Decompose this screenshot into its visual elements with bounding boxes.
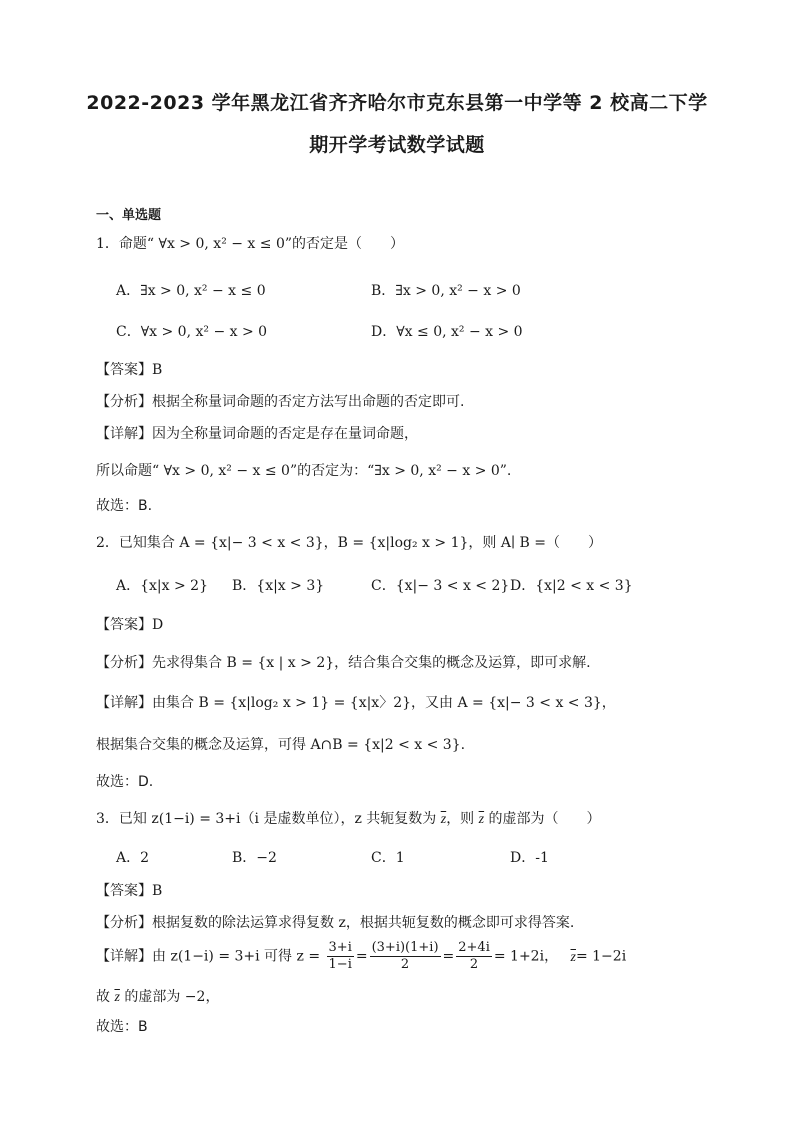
q3-stem-zbar: $\overline{z}$ <box>440 812 447 827</box>
q2-answer-row <box>96 614 163 634</box>
q3-detail2-part1: 故 <box>96 989 115 1005</box>
q2-detail2: 根据集合交集的概念及运算，可得 A∩B = {x|2 < x < 3}. <box>96 737 466 753</box>
q2-option-d: D．{x|2 < x < 3} <box>510 578 633 594</box>
q3-fraction-1 <box>327 940 354 973</box>
q1-detail-row <box>96 423 418 443</box>
q3-stem-part3: 的虚部为（ ） <box>484 811 601 827</box>
q2-analysis-row <box>96 652 591 672</box>
q1-option-a: A．∃x > 0, x² − x ≤ 0 <box>116 283 266 299</box>
q2-option-c: C．{x|− 3 < x < 2} <box>371 578 510 594</box>
q3-detail2 <box>96 986 219 1006</box>
q1-answer-tag: 【答案】 <box>96 362 152 378</box>
q3-detail-part3: = 1−2i <box>575 948 627 965</box>
q3-stem <box>96 808 601 828</box>
q2-detail-row <box>96 692 616 712</box>
q3-stem-zbar2: $\overline{z}$ <box>478 812 485 827</box>
q3-fraction-1-numerator: 3+i <box>328 940 352 955</box>
q3-answer: B <box>152 883 163 899</box>
q3-fraction-2-denominator: 2 <box>400 957 410 972</box>
q3-answer-tag: 【答案】 <box>96 883 152 899</box>
q3-detail-tag: 【详解】 <box>96 948 152 965</box>
q3-option-c: C．1 <box>371 850 405 866</box>
q2-answer: D <box>152 617 164 633</box>
q3-fraction-3 <box>456 940 492 973</box>
document-title-line2: 期开学考试数学试题 <box>309 134 485 156</box>
q2-analysis-tag: 【分析】 <box>96 655 152 671</box>
q3-fraction-2 <box>370 940 441 973</box>
document-title-line1: 2022-2023 学年黑龙江省齐齐哈尔市克东县第一中学等 2 校高二下学 <box>86 92 708 114</box>
q2-detail-tag: 【详解】 <box>96 695 152 711</box>
q3-detail-row: 【详解】由 z(1−i) = 3+i 可得 z = $\frac{3+i}{1-i}$ = $\frac{(3+i)(1+i)}{2}$ = $\frac{2+4i}{2}$ = 1+2i， $\overline{z}= 1-2i$ <box>96 940 627 972</box>
q1-option-c: C．∀x > 0, x² − x > 0 <box>116 324 268 340</box>
q1-option-d: D．∀x ≤ 0, x² − x > 0 <box>371 324 523 340</box>
q2-conclusion: 故选：D. <box>96 774 154 790</box>
q3-detail2-zbar: $\overline{z}$ <box>114 990 120 1005</box>
q2-stem: 2．已知集合 A = {x|− 3 < x < 3}，B = {x|log₂ x > 1}，则 A∣ B =（ ） <box>96 535 602 551</box>
q1-stem: 1．命题“ ∀x > 0, x² − x ≤ 0”的否定是（ ） <box>96 236 405 252</box>
q3-fraction-3-numerator: 2+4i <box>458 940 490 955</box>
q3-option-d: D．-1 <box>510 850 549 866</box>
q2-analysis: 先求得集合 B = {x | x > 2}，结合集合交集的概念及运算，即可求解. <box>152 655 591 671</box>
q3-option-b: B．−2 <box>232 850 277 866</box>
q1-detail: 因为全称量词命题的否定是存在量词命题， <box>152 426 418 442</box>
q3-option-a: A．2 <box>116 850 150 866</box>
q3-fraction-2-numerator: (3+i)(1+i) <box>371 940 439 955</box>
q1-answer-row <box>96 359 162 379</box>
q2-answer-tag: 【答案】 <box>96 617 152 633</box>
q1-answer: B <box>152 362 163 378</box>
q2-option-a: A．{x|x > 2} <box>116 578 208 594</box>
q3-answer-row <box>96 880 162 900</box>
q1-detail-tag: 【详解】 <box>96 426 152 442</box>
q3-analysis-tag: 【分析】 <box>96 915 152 931</box>
q3-analysis-row <box>96 912 574 932</box>
q1-analysis: 根据全称量词命题的否定方法写出命题的否定即可. <box>152 394 465 410</box>
q2-detail: 由集合 B = {x|log₂ x > 1} = {x|x〉2}，又由 A = {x|− 3 < x < 3}， <box>152 695 616 711</box>
q3-conclusion: 故选：B <box>96 1019 148 1035</box>
q3-fraction-1-denominator: 1−i <box>328 957 352 972</box>
q3-detail-part1: 由 z(1−i) = 3+i 可得 z = <box>152 948 321 965</box>
section-heading: 一、单选题 <box>96 208 162 223</box>
q3-detail2-part2: 的虚部为 −2， <box>119 989 220 1005</box>
q3-detail-part2: = 1+2i， <box>493 948 559 965</box>
q1-conclusion: 故选：B. <box>96 498 153 514</box>
q2-option-b: B．{x|x > 3} <box>232 578 325 594</box>
q3-stem-part2: ，则 <box>446 811 479 827</box>
q3-analysis: 根据复数的除法运算求得复数 z，根据共轭复数的概念即可求得答案. <box>152 915 575 931</box>
q3-detail-zbar: $\overline{z}$ <box>570 949 576 965</box>
q1-option-b: B．∃x > 0, x² − x > 0 <box>371 283 521 299</box>
q1-detail2: 所以命题“ ∀x > 0, x² − x ≤ 0”的否定为：“∃x > 0, x² − x > 0”. <box>96 463 512 479</box>
q1-analysis-tag: 【分析】 <box>96 394 152 410</box>
q3-stem-part1: 3．已知 z(1−i) = 3+i（i 是虚数单位），z 共轭复数为 <box>96 811 441 827</box>
q1-analysis-row <box>96 391 464 411</box>
q3-fraction-3-denominator: 2 <box>469 957 479 972</box>
